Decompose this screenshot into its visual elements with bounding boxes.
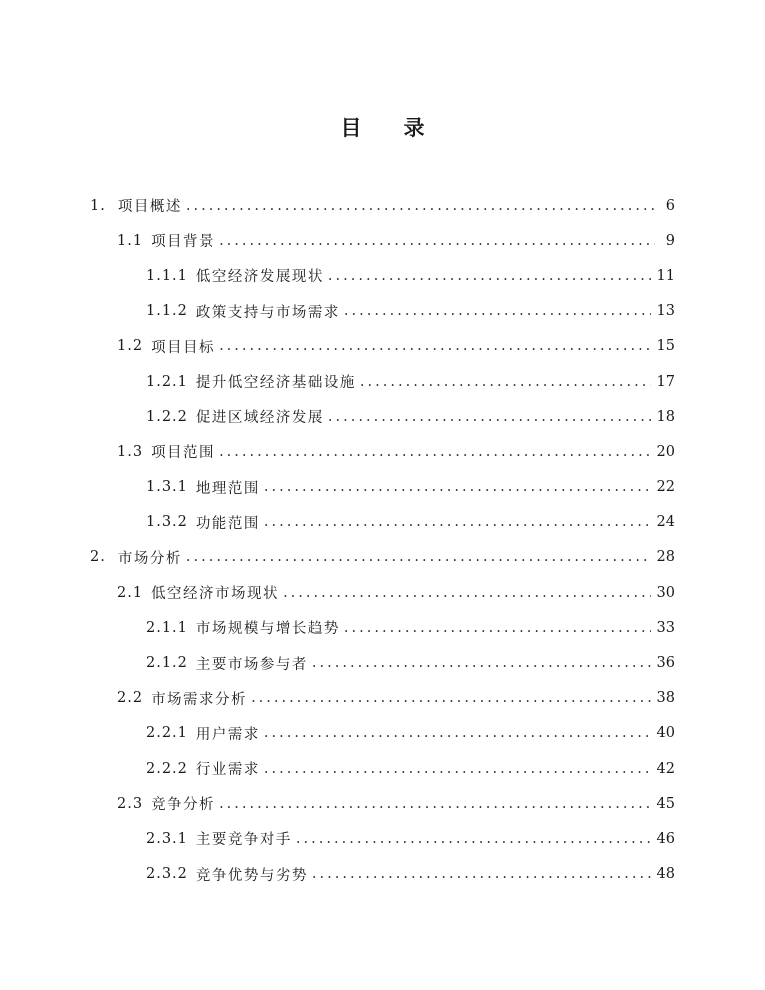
toc-dot-leader [264, 760, 651, 778]
toc-dot-leader [312, 865, 651, 883]
toc-entry[interactable] [0, 786, 765, 821]
toc-dot-leader [344, 619, 651, 637]
toc-dot-leader [186, 197, 655, 215]
toc-entry[interactable] [0, 575, 765, 610]
toc-entry-page: 48 [656, 866, 675, 883]
toc-entry-number: 1.3.1 [146, 479, 188, 496]
toc-entry-page: 11 [656, 267, 675, 284]
toc-entry-page: 6 [665, 197, 675, 214]
toc-entry-number: 2.2.2 [146, 760, 188, 777]
toc-entry[interactable] [0, 716, 765, 751]
toc-entry-label: 项目范围 [151, 445, 216, 462]
toc-entry-page: 46 [656, 830, 675, 847]
toc-entry-label: 主要竞争对手 [195, 832, 292, 849]
toc-entry[interactable] [0, 751, 765, 786]
toc-entry[interactable] [0, 857, 765, 892]
toc-entry-number: 1.1.2 [146, 303, 188, 320]
toc-entry-page: 15 [656, 338, 675, 355]
toc-entry-page: 30 [656, 584, 675, 601]
toc-entry-number: 2.3 [117, 795, 144, 812]
toc-entry-label: 地理范围 [195, 480, 260, 497]
toc-entry-label: 功能范围 [195, 515, 260, 532]
toc-entry[interactable] [0, 821, 765, 856]
toc-dot-leader [219, 337, 650, 355]
toc-entry-page: 18 [656, 408, 675, 425]
toc-dot-leader [312, 654, 651, 672]
toc-entry-page: 13 [656, 303, 675, 320]
toc-dot-leader [219, 232, 655, 250]
toc-entry-label: 竞争优势与劣势 [195, 867, 308, 884]
toc-entry-number: 2.1.2 [146, 655, 188, 672]
toc-entry[interactable] [0, 329, 765, 364]
toc-entry-number: 2.3.1 [146, 830, 188, 847]
toc-entry-label: 用户需求 [195, 726, 260, 743]
toc-entry-number: 1.1 [117, 232, 144, 249]
toc-entry-number: 2.1.1 [146, 619, 188, 636]
toc-entry-page: 38 [656, 690, 675, 707]
toc-entry-number: 1. [90, 197, 106, 214]
toc-entry-page: 40 [656, 725, 675, 742]
toc-entry-label: 市场规模与增长趋势 [195, 621, 340, 638]
table-of-contents [0, 188, 765, 892]
toc-dot-leader [264, 724, 651, 742]
toc-entry[interactable] [0, 223, 765, 258]
toc-entry-label: 促进区域经济发展 [195, 410, 324, 427]
toc-entry-number: 2.1 [117, 584, 144, 601]
toc-entry-label: 政策支持与市场需求 [195, 304, 340, 321]
toc-entry-page: 45 [656, 795, 675, 812]
toc-entry-number: 2.3.2 [146, 866, 188, 883]
toc-entry-page: 17 [656, 373, 675, 390]
toc-entry[interactable] [0, 610, 765, 645]
toc-entry-label: 竞争分析 [151, 797, 216, 814]
toc-dot-leader [219, 443, 650, 461]
toc-entry-page: 42 [656, 760, 675, 777]
toc-entry-number: 2. [90, 549, 106, 566]
toc-dot-leader [264, 513, 651, 531]
toc-entry[interactable] [0, 294, 765, 329]
toc-entry[interactable] [0, 364, 765, 399]
toc-entry-number: 1.3 [117, 443, 144, 460]
toc-dot-leader [360, 373, 651, 391]
page-title [0, 112, 765, 142]
toc-dot-leader [328, 408, 651, 426]
toc-entry-label: 低空经济发展现状 [195, 269, 324, 286]
toc-entry[interactable] [0, 645, 765, 680]
toc-dot-leader [344, 302, 651, 320]
toc-dot-leader [219, 795, 650, 813]
toc-entry-number: 1.3.2 [146, 514, 188, 531]
toc-entry[interactable] [0, 681, 765, 716]
toc-dot-leader [251, 689, 650, 707]
toc-entry-page: 33 [656, 619, 675, 636]
page-title-part1: 目 [340, 116, 362, 140]
toc-entry[interactable] [0, 434, 765, 469]
toc-entry-label: 市场需求分析 [151, 691, 248, 708]
toc-dot-leader [296, 830, 651, 848]
toc-entry-number: 1.1.1 [146, 267, 188, 284]
toc-entry[interactable] [0, 399, 765, 434]
toc-entry-label: 项目目标 [151, 339, 216, 356]
toc-entry-page: 28 [656, 549, 675, 566]
toc-entry-number: 1.2.2 [146, 408, 188, 425]
toc-entry-label: 行业需求 [195, 762, 260, 779]
toc-entry-page: 22 [656, 479, 675, 496]
toc-entry-label: 主要市场参与者 [195, 656, 308, 673]
toc-entry[interactable] [0, 505, 765, 540]
toc-entry-number: 1.2 [117, 338, 144, 355]
toc-entry-label: 提升低空经济基础设施 [195, 375, 356, 392]
toc-entry[interactable] [0, 470, 765, 505]
page-title-part2: 录 [403, 116, 425, 140]
toc-entry-number: 2.2 [117, 690, 144, 707]
toc-entry[interactable] [0, 258, 765, 293]
toc-entry-page: 36 [656, 655, 675, 672]
toc-dot-leader [328, 267, 651, 285]
toc-entry[interactable] [0, 540, 765, 575]
toc-dot-leader [264, 478, 651, 496]
toc-dot-leader [283, 584, 650, 602]
toc-entry-label: 项目背景 [151, 234, 216, 251]
toc-entry-page: 24 [656, 514, 675, 531]
toc-entry[interactable] [0, 188, 765, 223]
toc-entry-page: 9 [665, 232, 675, 249]
toc-entry-label: 低空经济市场现状 [151, 586, 280, 603]
toc-entry-number: 1.2.1 [146, 373, 188, 390]
toc-entry-label: 项目概述 [117, 199, 182, 216]
toc-dot-leader [186, 548, 651, 566]
toc-entry-page: 20 [656, 443, 675, 460]
toc-entry-number: 2.2.1 [146, 725, 188, 742]
toc-entry-label: 市场分析 [117, 550, 182, 567]
